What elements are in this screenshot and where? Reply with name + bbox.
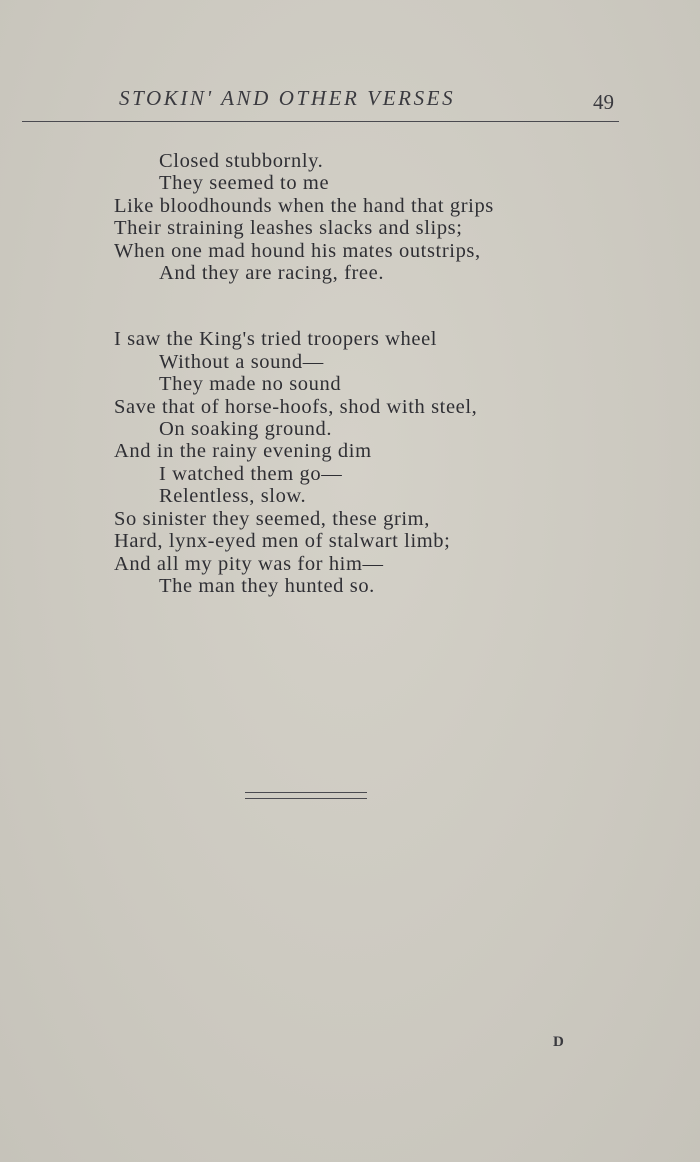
poem-line: And they are racing, free. [159,262,385,285]
poem-line: So sinister they seemed, these grim, [114,507,430,530]
running-title: STOKIN' AND OTHER VERSES [119,86,456,110]
page-number: 49 [593,90,614,114]
poem-line: They seemed to me [159,172,330,195]
poem-line: And in the rainy evening dim [114,440,372,463]
poem-line: Closed stubbornly. [159,150,324,172]
stanza-2 [114,328,634,597]
poem-line: I saw the King's tried troopers wheel [114,328,438,351]
poem-line: I watched them go— [159,462,343,485]
end-of-poem-rule [245,792,367,799]
stanza-1 [114,150,634,284]
signature-mark: D [553,1034,564,1050]
poem-line: Save that of horse-hoofs, shod with steel, [114,395,478,418]
poem-line: Like bloodhounds when the hand that grips [114,194,494,217]
poem-line: Hard, lynx-eyed men of stalwart limb; [114,530,451,553]
poem-line: Relentless, slow. [159,485,307,508]
poem-body [114,150,634,597]
poem-line: Their straining leashes slacks and slips; [114,217,463,240]
poem-line: On soaking ground. [159,418,333,441]
header-rule [22,121,619,122]
poem-line: And all my pity was for him— [114,552,384,575]
poem-line: The man they hunted so. [159,574,375,597]
poem-line: When one mad hound his mates outstrips, [114,239,481,262]
poem-line: Without a sound— [159,350,324,373]
poem-line: They made no sound [159,373,342,396]
